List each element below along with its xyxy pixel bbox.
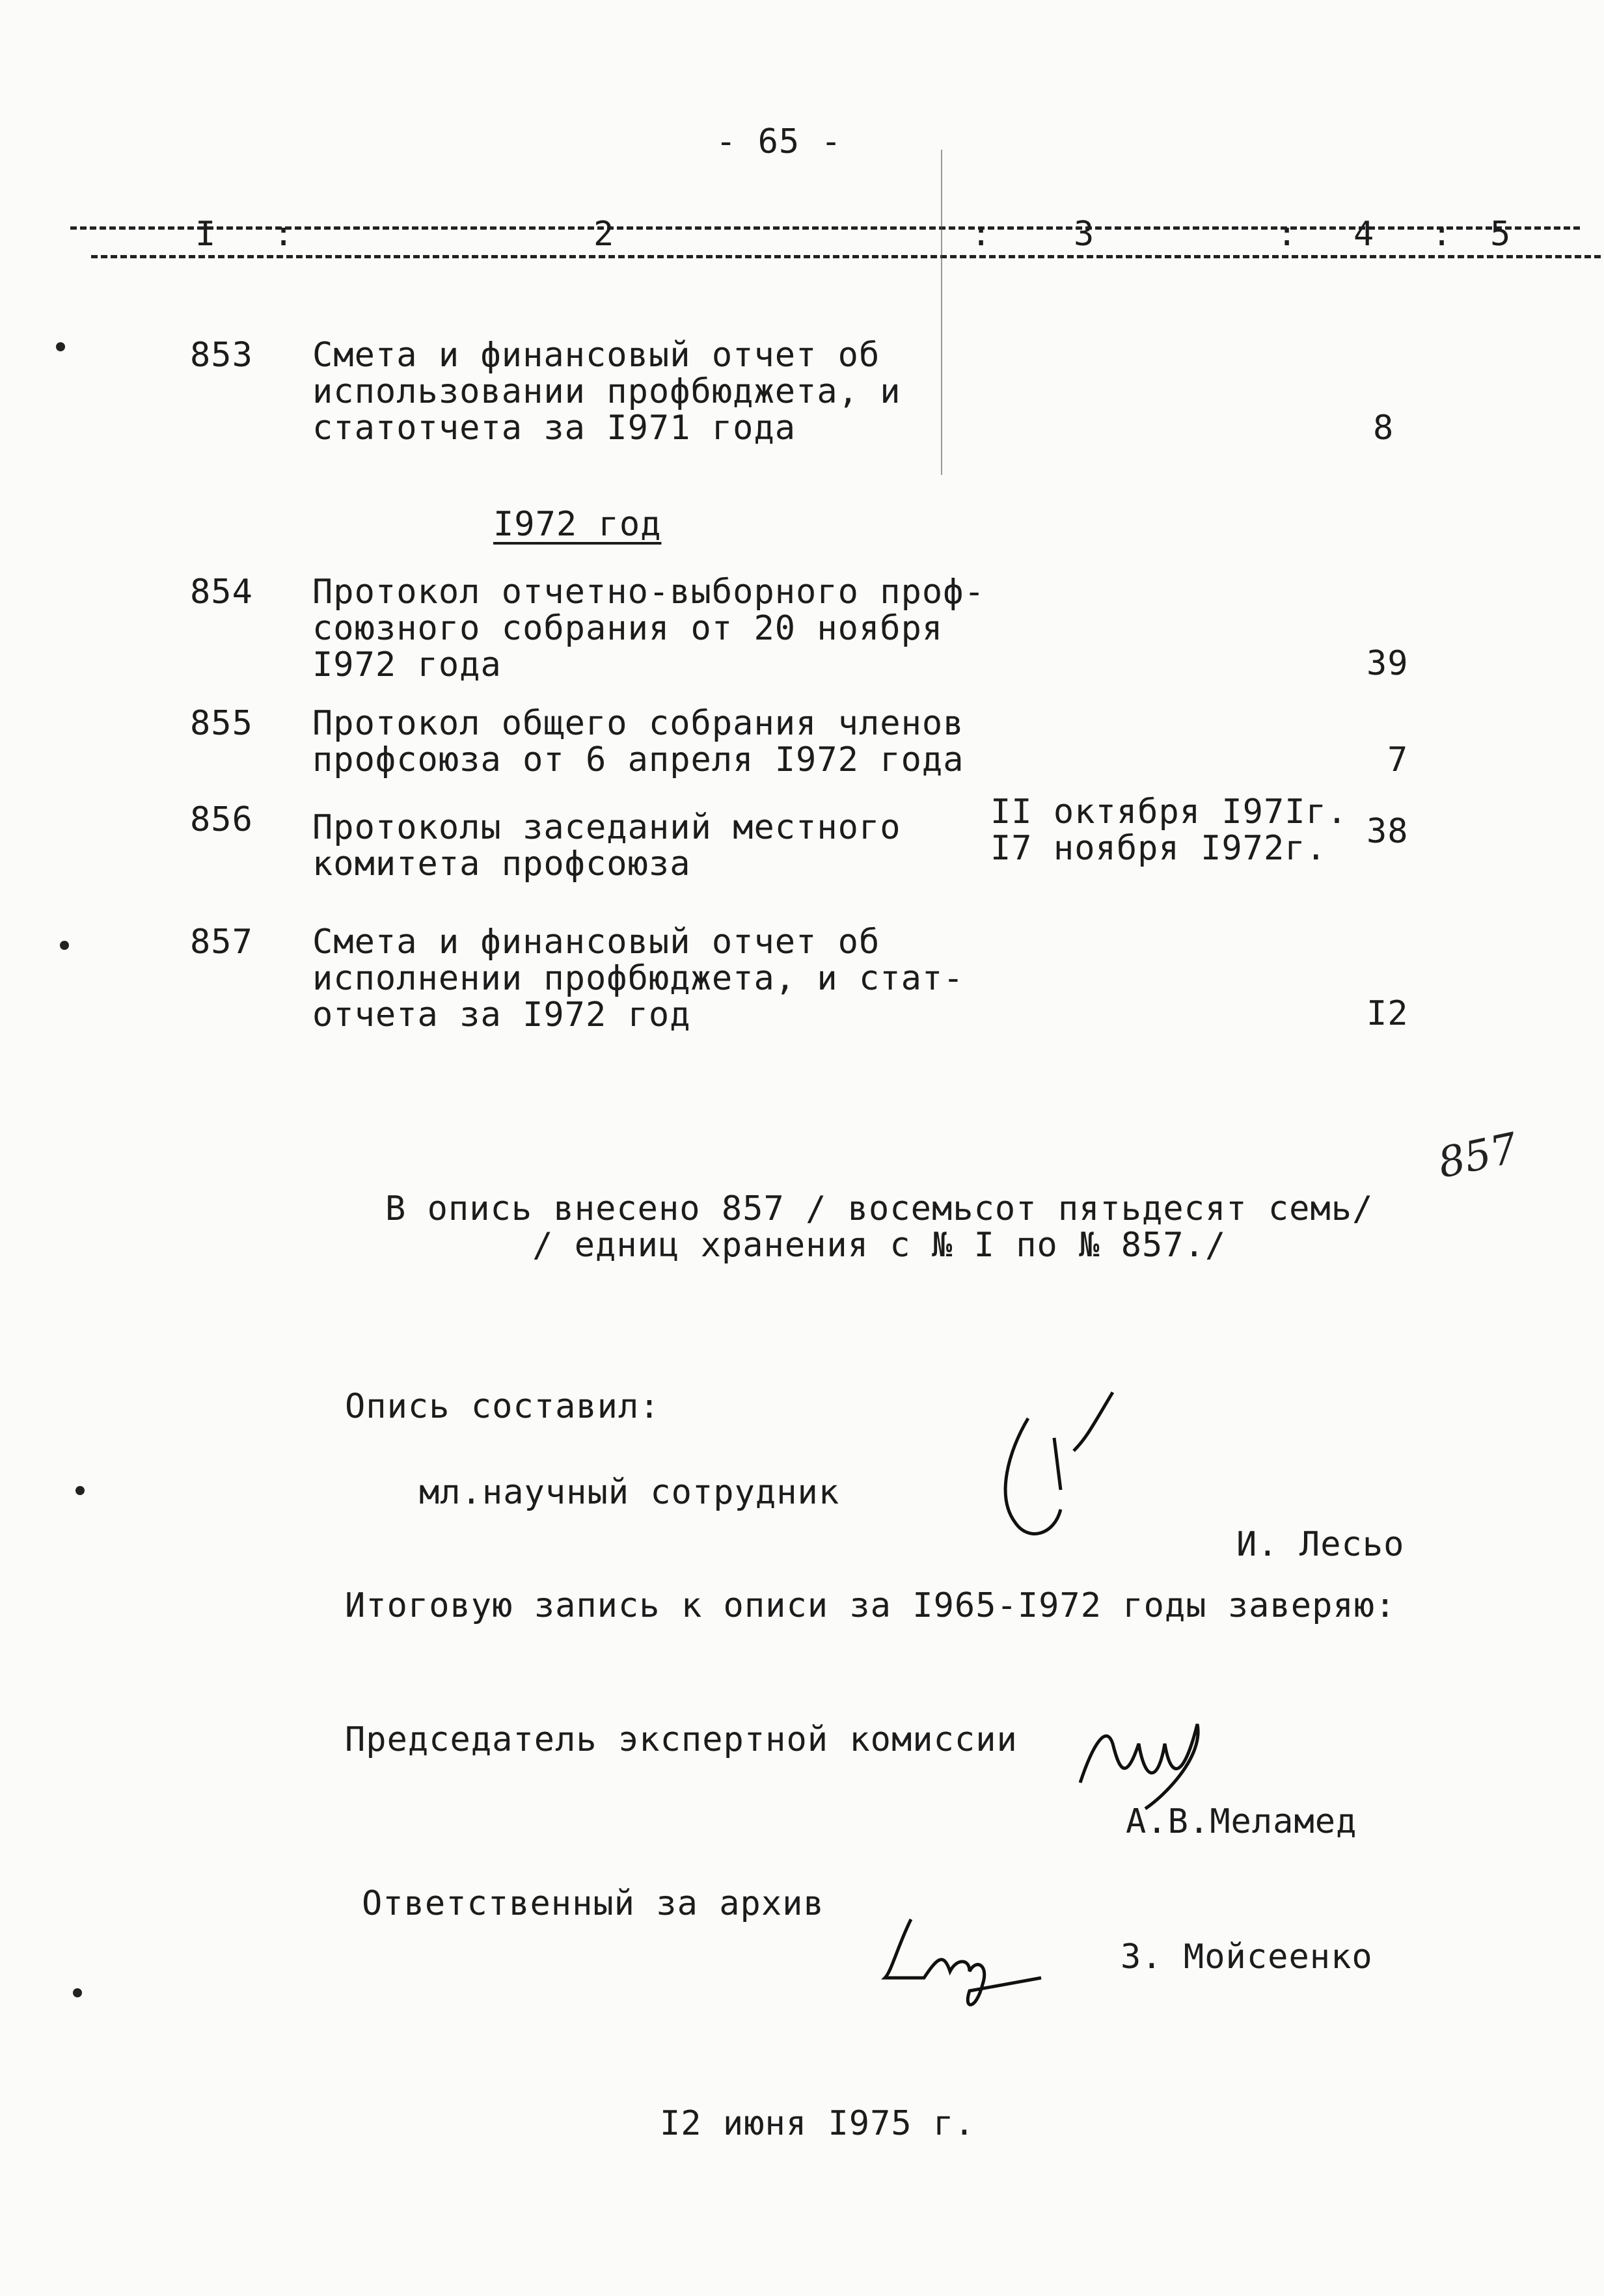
punch-mark xyxy=(75,1486,85,1495)
row-dates: II октября I97Iг. I7 ноября I972г. xyxy=(990,792,1348,868)
punch-mark xyxy=(56,342,65,351)
column-header-3: 3 xyxy=(1074,215,1095,254)
row-sheet-count: I2 xyxy=(1366,994,1409,1033)
document-date: I2 июня I975 г. xyxy=(660,2104,975,2143)
row-sheet-count: 8 xyxy=(1373,409,1394,448)
archive-name: З. Мойсеенко xyxy=(1121,1938,1373,1977)
row-sheet-count: 7 xyxy=(1387,740,1409,779)
summary-statement: В опись внесено 857 / восемьсот пятьдесят семь/ / едниц хранения с № I по № 857./ xyxy=(385,1189,1374,1265)
column-header-1: I xyxy=(195,215,217,254)
compiler-signature xyxy=(957,1379,1126,1548)
page-number: - 65 - xyxy=(716,122,842,161)
column-header-5: 5 xyxy=(1490,215,1512,254)
chair-position: Председатель экспертной комиссии xyxy=(345,1720,1018,1759)
row-title: Смета и финансовый отчет об использовании профбюджета, и статотчета за I971 года xyxy=(312,336,901,448)
column-header-2: 2 xyxy=(593,215,615,254)
handwritten-total-number: 857 xyxy=(1434,1124,1522,1188)
header-rule-bottom xyxy=(91,255,1601,258)
row-number: 855 xyxy=(190,704,253,743)
punch-mark xyxy=(73,1988,82,1997)
archive-position: Ответственный за архив xyxy=(362,1884,824,1923)
compiler-position: мл.научный сотрудник xyxy=(419,1473,840,1512)
archive-signature xyxy=(872,1906,1067,2017)
row-sheet-count: 38 xyxy=(1366,812,1409,851)
compiled-by-label: Опись составил: xyxy=(345,1387,660,1426)
row-title: Протокол общего собрания членов профсоюза от 6 апреля I972 года xyxy=(312,704,964,779)
punch-mark xyxy=(60,941,69,950)
column-header-4: 4 xyxy=(1353,215,1375,254)
row-title: Смета и финансовый отчет об исполнении профбюджета, и стат- отчета за I972 год xyxy=(312,923,964,1034)
column-separator: : xyxy=(273,215,295,254)
chair-name: А.В.Меламед xyxy=(1126,1802,1357,1841)
compiler-name: И. Лесьо xyxy=(1236,1525,1405,1564)
row-number: 853 xyxy=(190,336,253,375)
row-title: Протокол отчетно-выборного проф- союзного собрания от 20 ноября I972 года xyxy=(312,573,985,684)
column-separator: : xyxy=(971,215,992,254)
column-separator: : xyxy=(1432,215,1453,254)
column-divider xyxy=(941,150,942,475)
certification-text: Итоговую запись к описи за I965-I972 годы заверяю: xyxy=(345,1586,1396,1625)
section-year-heading: I972 год xyxy=(493,505,662,544)
row-number: 856 xyxy=(190,800,253,839)
column-separator: : xyxy=(1277,215,1298,254)
row-sheet-count: 39 xyxy=(1366,644,1409,683)
row-title: Протоколы заседаний местного комитета профсоюза xyxy=(312,808,901,884)
row-number: 857 xyxy=(190,923,253,962)
row-number: 854 xyxy=(190,573,253,612)
